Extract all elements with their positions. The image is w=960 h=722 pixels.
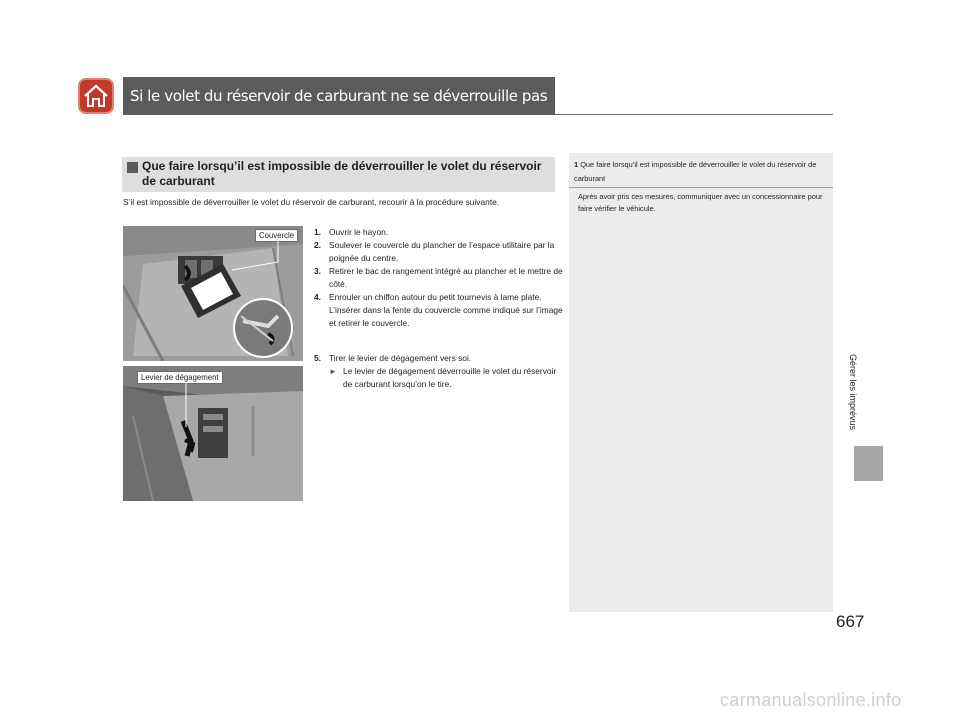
procedure-steps [314,226,564,391]
step-2: 2. Soulever le couvercle du plancher de l’espace utilitaire par la poignée du centre. [314,240,555,263]
chapter-tab-marker [854,446,883,481]
section-heading-text: Que faire lorsqu’il est impossible de déverrouiller le volet du réservoir de carburant [142,159,542,188]
release-lever-figure [123,366,303,501]
page-number: 667 [836,612,865,631]
intro-paragraph: S’il est impossible de déverrouiller le volet du réservoir de carburant, recourir à la procédure suivante. [123,197,500,207]
step-5: 5. Tirer le levier de dégagement vers soi. [314,353,472,363]
release-lever-callout-leader [180,382,200,432]
step-4: 4. Enrouler un chiffon autour du petit tournevis à lame plate. L’insérer dans la fente du couvercle comme indiqué sur l’image et retirer le couvercle. [314,292,563,328]
cover-callout-leader [230,240,290,280]
watermark: carmanualsonline.info [720,690,902,710]
section-heading [122,157,555,192]
step-5-result: ► Le levier de dégagement déverrouille le volet du réservoir de carburant lorsqu’on le tire. [329,366,557,389]
note-divider [569,187,833,188]
title-rule [555,114,833,115]
note-body: Après avoir pris ces mesures, communiquer avec un concessionnaire pour faire vérifier le véhicule. [578,192,823,213]
result-arrow-icon: ► [329,367,337,376]
note-column [569,153,833,612]
section-bullet-icon [127,162,138,173]
page-title-bar [123,77,555,115]
home-button[interactable] [78,78,114,114]
cover-callout: Couvercle [255,229,298,242]
page-title: Si le volet du réservoir de carburant ne se déverrouille pas [130,87,548,105]
home-icon [82,83,110,109]
chapter-tab-label[interactable]: Gérer les imprévus [848,354,858,431]
note-title: 1 Que faire lorsqu’il est impossible de déverrouiller le volet du réservoir de carburant [574,160,817,183]
release-lever-callout: Levier de dégagement [137,371,223,384]
note-ref-number: 1 [574,160,579,169]
step-1: 1. Ouvrir le hayon. [314,227,389,237]
step-3: 3. Retirer le bac de rangement intégré au plancher et le mettre de côté. [314,266,563,289]
